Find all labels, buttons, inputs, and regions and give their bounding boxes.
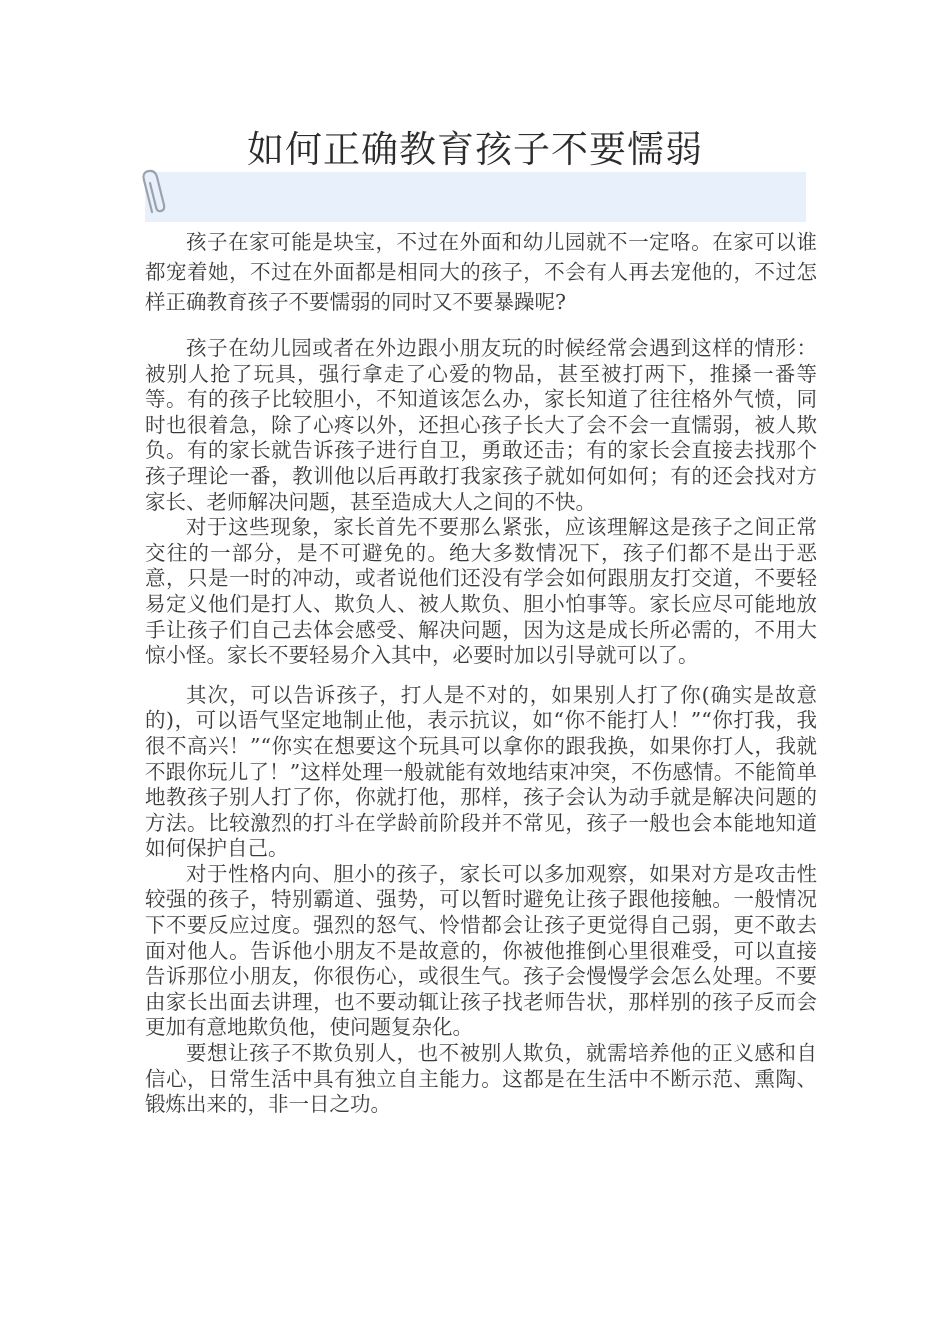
paragraph-2: 孩子在幼儿园或者在外边跟小朋友玩的时候经常会遇到这样的情形： 被别人抢了玩具，强行拿走了心爱的物品，甚至被打两下，推搡一番等等。有的孩子比较胆小，不知道该怎么办，家长知道了往往格外气愤，同时也很着急，除了心疼以外，还担心孩子长大了会不会一直懦弱，被人欺负。有的家长就告诉孩子进行自卫，勇敢还击；有的家长会直接去找那个孩子理论一番，教训他以后再敢打我家孩子就如何如何；有的还会找对方家长、老师解决问题，甚至造成大人之间的不快。 [145, 336, 817, 514]
paperclip-icon [138, 168, 178, 216]
paragraph-5: 对于性格内向、胆小的孩子，家长可以多加观察，如果对方是攻击性较强的孩子，特别霸道、强势，可以暂时避免让孩子跟他接触。一般情况下不要反应过度。强烈的怒气、怜惜都会让孩子更觉得自己弱，更不敢去面对他人。告诉他小朋友不是故意的，你被他推倒心里很难受，可以直接告诉那位小朋友，你很伤心，或很生气。孩子会慢慢学会怎么处理。不要由家长出面去讲理，也不要动辄让孩子找老师告状，那样别的孩子反而会更加有意地欺负他，使问题复杂化。 [145, 861, 817, 1040]
paragraph-3: 对于这些现象，家长首先不要那么紧张，应该理解这是孩子之间正常交往的一部分，是不可避免的。绝大多数情况下，孩子们都不是出于恶意，只是一时的冲动，或者说他们还没有学会如何跟朋友打交道，不要轻易定义他们是打人、欺负人、被人欺负、胆小怕事等。家长应尽可能地放手让孩子们自己去体会感受、解决问题，因为这是成长所必需的，不用大惊小怪。家长不要轻易介入其中，必要时加以引导就可以了。 [145, 515, 817, 668]
paragraph-6: 要想让孩子不欺负别人，也不被别人欺负，就需培养他的正义感和自信心，日常生活中具有独立自主能力。这都是在生活中不断示范、熏陶、锻炼出来的，非一日之功。 [145, 1041, 817, 1117]
document-body [145, 227, 817, 1118]
document-title: 如何正确教育孩子不要懦弱 [247, 128, 703, 171]
attachment-banner [145, 172, 806, 222]
paragraph-4: 其次，可以告诉孩子，打人是不对的，如果别人打了你(确实是故意的)，可以语气坚定地制止他，表示抗议，如“你不能打人！”“你打我，我很不高兴！”“你实在想要这个玩具可以拿你的跟我换，如果你打人，我就不跟你玩儿了！”这样处理一般就能有效地结束冲突，不伤感情。不能简单地教孩子别人打了你，你就打他，那样，孩子会认为动手就是解决问题的方法。比较激烈的打斗在学龄前阶段并不常见，孩子一般也会本能地知道如何保护自己。 [145, 682, 817, 861]
paragraph-1: 孩子在家可能是块宝，不过在外面和幼儿园就不一定咯。在家可以谁都宠着她，不过在外面都是相同大的孩子，不会有人再去宠他的，不过怎样正确教育孩子不要懦弱的同时又不要暴躁呢? [145, 230, 817, 314]
